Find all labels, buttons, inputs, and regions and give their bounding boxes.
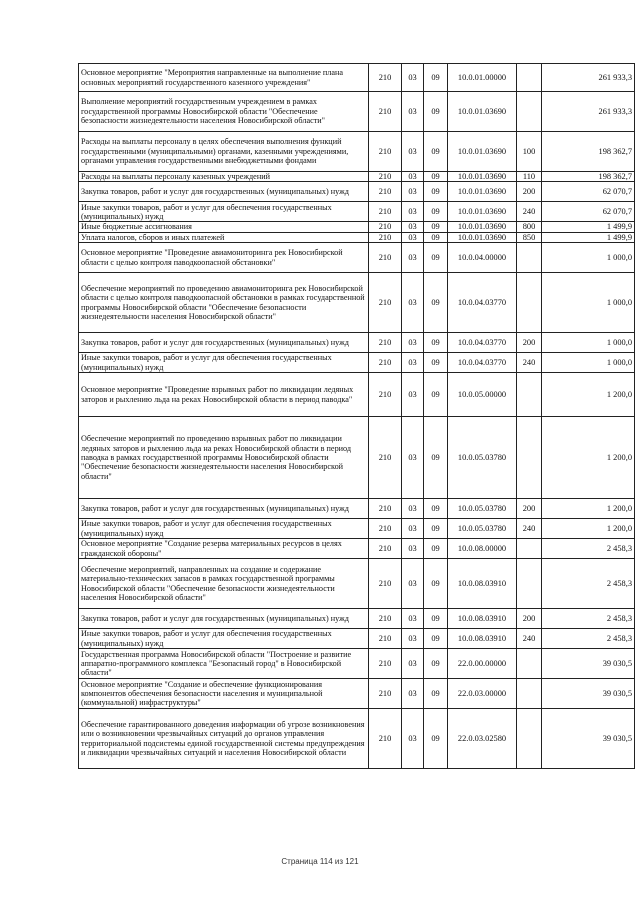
cell-expense-type bbox=[517, 273, 542, 333]
cell-amount: 198 362,7 bbox=[542, 132, 635, 172]
cell-name: Расходы на выплаты персоналу казенных учреждений bbox=[79, 172, 369, 182]
cell-name: Закупка товаров, работ и услуг для государственных (муниципальных) нужд bbox=[79, 499, 369, 519]
cell-ministry: 210 bbox=[369, 519, 402, 539]
cell-section: 03 bbox=[402, 132, 424, 172]
table-row bbox=[79, 222, 635, 232]
cell-name: Иные закупки товаров, работ и услуг для обеспечения государственных (муниципальных) нужд bbox=[79, 629, 369, 649]
cell-section: 03 bbox=[402, 243, 424, 273]
table-row bbox=[79, 539, 635, 559]
cell-ministry: 210 bbox=[369, 353, 402, 373]
cell-ministry: 210 bbox=[369, 243, 402, 273]
cell-name: Основное мероприятие "Проведение взрывных работ по ликвидации ледяных заторов и рыхлению льда на реках Новосибирской области в период паводка" bbox=[79, 373, 369, 417]
cell-section: 03 bbox=[402, 172, 424, 182]
cell-target-article: 10.0.08.03910 bbox=[448, 559, 517, 609]
cell-section: 03 bbox=[402, 709, 424, 769]
cell-amount: 2 458,3 bbox=[542, 559, 635, 609]
cell-subsection: 09 bbox=[424, 182, 448, 202]
cell-target-article: 10.0.08.03910 bbox=[448, 629, 517, 649]
cell-amount: 1 499,9 bbox=[542, 222, 635, 232]
cell-subsection: 09 bbox=[424, 649, 448, 679]
cell-ministry: 210 bbox=[369, 649, 402, 679]
cell-expense-type bbox=[517, 649, 542, 679]
cell-ministry: 210 bbox=[369, 629, 402, 649]
cell-subsection: 09 bbox=[424, 559, 448, 609]
table-row bbox=[79, 243, 635, 273]
cell-ministry: 210 bbox=[369, 182, 402, 202]
cell-section: 03 bbox=[402, 232, 424, 242]
cell-expense-type: 200 bbox=[517, 609, 542, 629]
cell-ministry: 210 bbox=[369, 373, 402, 417]
cell-target-article: 10.0.01.03690 bbox=[448, 202, 517, 222]
table-row bbox=[79, 499, 635, 519]
cell-subsection: 09 bbox=[424, 92, 448, 132]
cell-ministry: 210 bbox=[369, 559, 402, 609]
cell-name: Государственная программа Новосибирской области "Построение и развитие аппаратно-программного комплекса "Безопасный город" в Новосибирской области" bbox=[79, 649, 369, 679]
cell-target-article: 10.0.01.03690 bbox=[448, 222, 517, 232]
cell-amount: 62 070,7 bbox=[542, 202, 635, 222]
cell-amount: 62 070,7 bbox=[542, 182, 635, 202]
cell-amount: 198 362,7 bbox=[542, 172, 635, 182]
cell-subsection: 09 bbox=[424, 609, 448, 629]
cell-section: 03 bbox=[402, 333, 424, 353]
cell-ministry: 210 bbox=[369, 499, 402, 519]
cell-target-article: 22.0.03.02580 bbox=[448, 709, 517, 769]
cell-subsection: 09 bbox=[424, 232, 448, 242]
cell-section: 03 bbox=[402, 629, 424, 649]
table-row bbox=[79, 519, 635, 539]
cell-name: Закупка товаров, работ и услуг для государственных (муниципальных) нужд bbox=[79, 609, 369, 629]
cell-ministry: 210 bbox=[369, 709, 402, 769]
table-body bbox=[79, 64, 635, 769]
cell-section: 03 bbox=[402, 273, 424, 333]
cell-amount: 1 200,0 bbox=[542, 373, 635, 417]
cell-expense-type: 850 bbox=[517, 232, 542, 242]
table-row bbox=[79, 353, 635, 373]
cell-section: 03 bbox=[402, 499, 424, 519]
cell-target-article: 10.0.05.03780 bbox=[448, 499, 517, 519]
cell-target-article: 22.0.00.00000 bbox=[448, 649, 517, 679]
cell-subsection: 09 bbox=[424, 172, 448, 182]
cell-expense-type: 200 bbox=[517, 182, 542, 202]
table-row bbox=[79, 273, 635, 333]
cell-target-article: 10.0.01.03690 bbox=[448, 232, 517, 242]
cell-ministry: 210 bbox=[369, 64, 402, 92]
cell-subsection: 09 bbox=[424, 679, 448, 709]
table-row bbox=[79, 202, 635, 222]
cell-expense-type bbox=[517, 417, 542, 499]
cell-subsection: 09 bbox=[424, 709, 448, 769]
cell-name: Закупка товаров, работ и услуг для государственных (муниципальных) нужд bbox=[79, 182, 369, 202]
cell-target-article: 22.0.03.00000 bbox=[448, 679, 517, 709]
cell-expense-type bbox=[517, 64, 542, 92]
cell-section: 03 bbox=[402, 679, 424, 709]
cell-name: Уплата налогов, сборов и иных платежей bbox=[79, 232, 369, 242]
cell-subsection: 09 bbox=[424, 373, 448, 417]
cell-section: 03 bbox=[402, 92, 424, 132]
cell-ministry: 210 bbox=[369, 172, 402, 182]
cell-subsection: 09 bbox=[424, 333, 448, 353]
cell-name: Обеспечение мероприятий по проведению взрывных работ по ликвидации ледяных заторов и рыхлению льда на реках Новосибирской области в период паводка в рамках государственной программы Новосибирской области "Обеспечение безопасности жизнедеятельности населения Новосибирской области" bbox=[79, 417, 369, 499]
cell-expense-type: 240 bbox=[517, 519, 542, 539]
cell-subsection: 09 bbox=[424, 132, 448, 172]
cell-ministry: 210 bbox=[369, 202, 402, 222]
cell-name: Расходы на выплаты персоналу в целях обеспечения выполнения функций государственными (муниципальными) органами, казенными учреждениями, органами управления государственными внебюджетными фондами bbox=[79, 132, 369, 172]
table-row bbox=[79, 559, 635, 609]
cell-target-article: 10.0.04.03770 bbox=[448, 273, 517, 333]
cell-amount: 1 499,9 bbox=[542, 232, 635, 242]
cell-section: 03 bbox=[402, 417, 424, 499]
cell-expense-type bbox=[517, 709, 542, 769]
cell-target-article: 10.0.04.00000 bbox=[448, 243, 517, 273]
cell-expense-type bbox=[517, 92, 542, 132]
table-row bbox=[79, 373, 635, 417]
cell-expense-type bbox=[517, 373, 542, 417]
cell-name: Иные закупки товаров, работ и услуг для обеспечения государственных (муниципальных) нужд bbox=[79, 202, 369, 222]
cell-subsection: 09 bbox=[424, 353, 448, 373]
cell-amount: 1 000,0 bbox=[542, 333, 635, 353]
table-row bbox=[79, 132, 635, 172]
cell-expense-type: 800 bbox=[517, 222, 542, 232]
cell-name: Выполнение мероприятий государственным учреждением в рамках государственной программы Новосибирской области "Обеспечение безопасности жизнедеятельности населения Новосибирской области" bbox=[79, 92, 369, 132]
cell-target-article: 10.0.08.00000 bbox=[448, 539, 517, 559]
cell-name: Обеспечение мероприятий по проведению авиамониторинга рек Новосибирской области с целью контроля паводкоопасной обстановки в рамках государственной программы Новосибирской области "Обеспечение безопасности жизнедеятельности населения Новосибирской области" bbox=[79, 273, 369, 333]
cell-ministry: 210 bbox=[369, 333, 402, 353]
cell-ministry: 210 bbox=[369, 132, 402, 172]
cell-expense-type: 110 bbox=[517, 172, 542, 182]
cell-target-article: 10.0.04.03770 bbox=[448, 353, 517, 373]
cell-subsection: 09 bbox=[424, 202, 448, 222]
cell-target-article: 10.0.01.03690 bbox=[448, 132, 517, 172]
cell-subsection: 09 bbox=[424, 539, 448, 559]
cell-ministry: 210 bbox=[369, 222, 402, 232]
page-number: Страница 114 из 121 bbox=[281, 857, 359, 866]
cell-section: 03 bbox=[402, 353, 424, 373]
cell-amount: 261 933,3 bbox=[542, 92, 635, 132]
cell-name: Иные закупки товаров, работ и услуг для обеспечения государственных (муниципальных) нужд bbox=[79, 353, 369, 373]
cell-target-article: 10.0.01.03690 bbox=[448, 182, 517, 202]
cell-target-article: 10.0.05.03780 bbox=[448, 417, 517, 499]
cell-expense-type bbox=[517, 559, 542, 609]
cell-name: Иные закупки товаров, работ и услуг для обеспечения государственных (муниципальных) нужд bbox=[79, 519, 369, 539]
cell-ministry: 210 bbox=[369, 539, 402, 559]
cell-amount: 1 200,0 bbox=[542, 499, 635, 519]
cell-section: 03 bbox=[402, 64, 424, 92]
cell-name: Обеспечение гарантированного доведения информации об угрозе возникновения или о возникновении чрезвычайных ситуаций до органов управления территориальной подсистемы единой государственной системы предупреждения и ликвидации чрезвычайных ситуаций и населения Новосибирской области bbox=[79, 709, 369, 769]
cell-name: Основное мероприятие "Создание и обеспечение функционирования компонентов обеспечения безопасности населения и муниципальной (коммунальной) инфраструктуры" bbox=[79, 679, 369, 709]
cell-subsection: 09 bbox=[424, 64, 448, 92]
cell-section: 03 bbox=[402, 182, 424, 202]
cell-expense-type bbox=[517, 679, 542, 709]
cell-section: 03 bbox=[402, 559, 424, 609]
table-row bbox=[79, 64, 635, 92]
cell-ministry: 210 bbox=[369, 232, 402, 242]
cell-amount: 2 458,3 bbox=[542, 609, 635, 629]
cell-section: 03 bbox=[402, 519, 424, 539]
table-row bbox=[79, 649, 635, 679]
cell-subsection: 09 bbox=[424, 519, 448, 539]
budget-table bbox=[78, 63, 635, 769]
cell-expense-type: 240 bbox=[517, 629, 542, 649]
cell-subsection: 09 bbox=[424, 273, 448, 333]
cell-section: 03 bbox=[402, 222, 424, 232]
cell-expense-type: 200 bbox=[517, 333, 542, 353]
cell-amount: 1 200,0 bbox=[542, 519, 635, 539]
cell-expense-type: 200 bbox=[517, 499, 542, 519]
table-row bbox=[79, 629, 635, 649]
cell-section: 03 bbox=[402, 202, 424, 222]
cell-target-article: 10.0.05.03780 bbox=[448, 519, 517, 539]
cell-amount: 2 458,3 bbox=[542, 629, 635, 649]
cell-ministry: 210 bbox=[369, 273, 402, 333]
cell-target-article: 10.0.01.00000 bbox=[448, 64, 517, 92]
cell-name: Основное мероприятие "Проведение авиамониторинга рек Новосибирской области с целью контроля паводкоопасной обстановки" bbox=[79, 243, 369, 273]
cell-name: Основное мероприятие "Мероприятия направленные на выполнение плана основных мероприятий государственного казенного учреждения" bbox=[79, 64, 369, 92]
cell-ministry: 210 bbox=[369, 417, 402, 499]
cell-expense-type bbox=[517, 539, 542, 559]
cell-amount: 39 030,5 bbox=[542, 649, 635, 679]
cell-name: Закупка товаров, работ и услуг для государственных (муниципальных) нужд bbox=[79, 333, 369, 353]
cell-ministry: 210 bbox=[369, 679, 402, 709]
cell-target-article: 10.0.04.03770 bbox=[448, 333, 517, 353]
cell-section: 03 bbox=[402, 373, 424, 417]
cell-section: 03 bbox=[402, 649, 424, 679]
cell-expense-type: 240 bbox=[517, 202, 542, 222]
table-row bbox=[79, 172, 635, 182]
cell-target-article: 10.0.01.03690 bbox=[448, 92, 517, 132]
cell-target-article: 10.0.08.03910 bbox=[448, 609, 517, 629]
cell-amount: 1 200,0 bbox=[542, 417, 635, 499]
cell-subsection: 09 bbox=[424, 417, 448, 499]
cell-expense-type bbox=[517, 243, 542, 273]
table-row bbox=[79, 182, 635, 202]
table-row bbox=[79, 417, 635, 499]
cell-amount: 261 933,3 bbox=[542, 64, 635, 92]
table-row bbox=[79, 609, 635, 629]
cell-subsection: 09 bbox=[424, 222, 448, 232]
cell-amount: 39 030,5 bbox=[542, 709, 635, 769]
cell-name: Иные бюджетные ассигнования bbox=[79, 222, 369, 232]
cell-ministry: 210 bbox=[369, 92, 402, 132]
cell-expense-type: 240 bbox=[517, 353, 542, 373]
table-row bbox=[79, 232, 635, 242]
cell-section: 03 bbox=[402, 539, 424, 559]
table-row bbox=[79, 709, 635, 769]
table-row bbox=[79, 92, 635, 132]
cell-amount: 1 000,0 bbox=[542, 273, 635, 333]
cell-subsection: 09 bbox=[424, 243, 448, 273]
cell-expense-type: 100 bbox=[517, 132, 542, 172]
cell-amount: 39 030,5 bbox=[542, 679, 635, 709]
table-row bbox=[79, 679, 635, 709]
cell-amount: 1 000,0 bbox=[542, 243, 635, 273]
cell-ministry: 210 bbox=[369, 609, 402, 629]
cell-subsection: 09 bbox=[424, 629, 448, 649]
cell-target-article: 10.0.05.00000 bbox=[448, 373, 517, 417]
cell-name: Основное мероприятие "Создание резерва материальных ресурсов в целях гражданской обороны" bbox=[79, 539, 369, 559]
cell-name: Обеспечение мероприятий, направленных на создание и содержание материально-технических запасов в рамках государственной программы Новосибирской области "Обеспечение безопасности жизнедеятельности населения Новосибирской области" bbox=[79, 559, 369, 609]
cell-target-article: 10.0.01.03690 bbox=[448, 172, 517, 182]
cell-amount: 1 000,0 bbox=[542, 353, 635, 373]
cell-subsection: 09 bbox=[424, 499, 448, 519]
cell-section: 03 bbox=[402, 609, 424, 629]
table-row bbox=[79, 333, 635, 353]
cell-amount: 2 458,3 bbox=[542, 539, 635, 559]
